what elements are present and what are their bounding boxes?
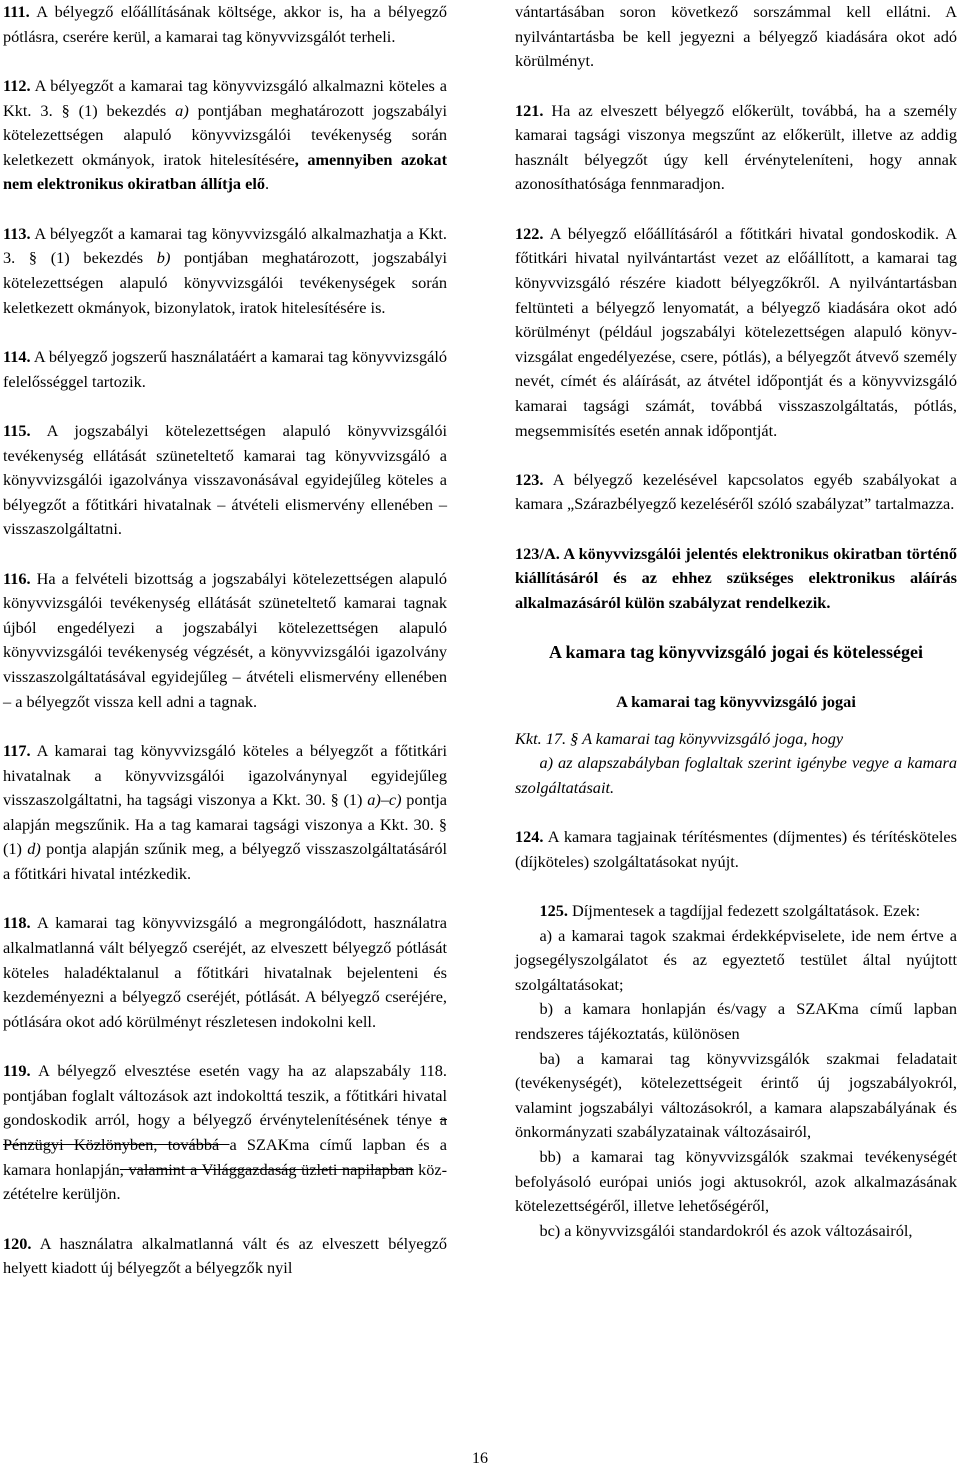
paragraph-111 bbox=[3, 0, 447, 49]
paragraph-116 bbox=[3, 567, 447, 715]
paragraph-112 bbox=[3, 74, 447, 197]
paragraph-number: 119. bbox=[3, 1061, 31, 1081]
left-column bbox=[3, 0, 447, 1281]
paragraph-number: 113. bbox=[3, 223, 31, 243]
paragraph-114 bbox=[3, 345, 447, 394]
bold-amendment: , amennyiben azokat nem elektronikus okiratban állítja elő bbox=[3, 149, 447, 194]
subsection-heading: A kamarai tag könyvvizsgáló jogai bbox=[616, 691, 856, 711]
paragraph-number: 124. bbox=[515, 827, 544, 847]
paragraph-text: a SZAKma című lapban és a kamara honlapján bbox=[3, 1134, 447, 1179]
paragraph-text: A bélyegzőt a kamarai tag könyvvizsgáló alkalmazni köteles a Kkt. 3. § (1) bekezdés bbox=[3, 75, 447, 120]
paragraph-number: 111. bbox=[3, 2, 30, 21]
paragraph-text: közzétételre kerüljön. bbox=[3, 1159, 447, 1204]
section-heading: A kamara tag könyvvizsgáló jogai és kötelességei bbox=[549, 642, 923, 663]
paragraph-text: A kamarai tag könyvvizsgáló a megrongálódott, használatra alkalmatlanná vált bélyegző cseréjét, az elveszett bélyegző pótlását köteles haladéktalanul a főtitkári hivatalnak bejelenteni és kezdeményezni a bélyegző cseréjét, pótlását. A bélyegző cseréjére, pótlására okot adó körülményt részletesen indokolni kell. bbox=[3, 913, 447, 1031]
paragraph-text: A használatra alkalmatlanná vált és az elveszett bélyegző helyett kiadott új bélyegzőt a bélyegzők nyil bbox=[3, 1233, 447, 1278]
point-ba: ba) a kamarai tag könyvvizsgálók szakmai feladatait (tevékenységét), kötelezettségeit érintő új jogszabályokról, valamint jogszabályi változásokról, a kamara alapszabályának és önkormányzati szabályzatainak változásairól, bbox=[515, 1048, 957, 1142]
paragraph-number: 122. bbox=[515, 223, 544, 243]
paragraph-text: Ha a felvételi bizottság a jogszabályi kötelezettségen alapuló könyvvizsgálói tevékenység ellátását szüneteltető kamarai tagnak újból engedélyezi a jogszabályi kötelezettségen alapuló könyvvizsgálói tevékenység végzését, a könyvvizsgálói igazolvány visszaszolgáltatásával egyidejűleg – átvételi elismervény ellenében – a bélyegzőt vissza kell adni a tagnak. bbox=[3, 568, 447, 711]
paragraph-text: A bélyegzőt a kamarai tag könyvvizsgáló alkalmazhatja a Kkt. 3. § (1) bekezdés bbox=[3, 223, 447, 268]
point-a: a) a kamarai tagok szakmai érdekképviselete, ide nem értve a jogsegélyszolgálatot és az egyeztető testület által nyújtott szolgáltatásokat; bbox=[515, 925, 957, 994]
paragraph-text: pontjában meghatározott, jogszabályi kötelezettségen alapuló könyvvizsgálói tevékenységek során keletkezett okmányok, bizonylatok, iratok hitelesítésére is. bbox=[3, 248, 447, 317]
right-column bbox=[515, 0, 957, 1243]
struck-text: a Pénzügyi Közlönyben, továbbá bbox=[3, 1110, 447, 1154]
kkt-17-quote: Kkt. 17. § A kamarai tag könyvvizsgáló joga, hogy bbox=[515, 728, 844, 748]
paragraph-text: A bélyegző elvesztése esetén vagy ha az alapszabály 118. pontjában foglalt változások azt indokolttá teszik, a főtitkári hivatal gondoskodik arról, hogy a bélyegző érvénytelenítésének ténye bbox=[3, 1061, 447, 1130]
paragraph-number: 121. bbox=[515, 100, 544, 120]
paragraph-text: Ha az elveszett bélyegző előkerült, továbbá, ha a személy kamarai tagsági viszonya megszűnt az előkerült, illetve az addig használt bélyegzőt úgy kell érvényteleníteni, hogy annak azonosíthatósága fennmaradjon. bbox=[515, 100, 957, 194]
paragraph-125 bbox=[515, 899, 957, 924]
paragraph-122 bbox=[515, 222, 957, 443]
paragraph-number: 120. bbox=[3, 1233, 32, 1253]
paragraph-123a: 123/A. A könyvvizsgálói jelentés elektronikus okiratban történő kiállításáról és az ehhez szükséges elektronikus aláírás alkalmazásáról külön szabályzat rendelkezik. bbox=[515, 543, 957, 613]
paragraph-121 bbox=[515, 99, 957, 197]
paragraph-number: 123. bbox=[515, 469, 544, 489]
paragraph-number: 112. bbox=[3, 75, 31, 95]
paragraph-text: pontja alapján szűnik meg, a bélyegző visszaszolgáltatásáról a főtitkári hivatal intézkedik. bbox=[3, 839, 447, 883]
paragraph-115 bbox=[3, 419, 447, 542]
paragraph-113 bbox=[3, 222, 447, 320]
italic-ref: a)–c) bbox=[367, 790, 402, 810]
paragraph-118 bbox=[3, 911, 447, 1034]
italic-ref: b) bbox=[156, 248, 171, 268]
paragraph-number: 117. bbox=[3, 741, 31, 761]
paragraph-number: 118. bbox=[3, 913, 31, 933]
paragraph-text: A bélyegző kezelésével kapcsolatos egyéb szabályokat a kamara „Szárazbélyegző kezeléséről szóló szabályzat” tartalmazza. bbox=[515, 469, 957, 514]
paragraph-117 bbox=[3, 739, 447, 887]
italic-ref: a) bbox=[175, 100, 189, 120]
paragraph-text: A bélyegző jogszerű használatáért a kamarai tag könyvvizsgáló felelősséggel tartozik. bbox=[3, 346, 447, 391]
paragraph-text: Díjmentesek a tagdíjjal fedezett szolgáltatások. Ezek: bbox=[567, 901, 921, 921]
paragraph-text: A kamarai tag könyvvizsgáló köteles a bélyegzőt a főtitkári hivatalnak a könyvvizsgálói igazolványnyal egyidejűleg visszaszolgáltatni, ha tagsági viszonya a Kkt. 30. § (1) bbox=[3, 741, 447, 810]
paragraph-119 bbox=[3, 1059, 447, 1207]
paragraph-text: A bélyegző előállításáról a főtitkári hivatal gondoskodik. A főtitkári hivatal nyilvántartást vezet az előállított, a kamarai tag könyvvizsgáló részére kiadott bélyegzőkről. A nyilvántartásban feltünteti a bélyegző lenyomatát, a bélyegző kiadására okot adó körülményt (például jogszabályi kötelezettségen alapuló könyvvizsgálat engedélyezése, csere, pótlás), a bélyegzőt átvevő személy nevét, címét és aláírását, az átvétel időpontját és a könyvvizsgáló kamarai tagsági számát, továbbá visszaszolgáltatás, pótlás, megsemmisítés esetén annak időpontját. bbox=[515, 223, 957, 440]
paragraph-120 bbox=[3, 1232, 447, 1281]
paragraph-text: A bélyegző előállításának költsége, akkor is, ha a bélyegző pótlásra, cserére kerül, a kamarai tag könyvvizsgálót terheli. bbox=[3, 2, 447, 46]
paragraph-text: . bbox=[265, 174, 270, 194]
point-bb: bb) a kamarai tag könyvvizsgálók szakmai tevékenységét befolyásoló európai uniós jogi aktusokról, azok alkalmazásának kötelezettségéről, illetve lehetőségéről, bbox=[515, 1147, 957, 1216]
paragraph-text: A kamara tagjainak térítésmentes (díjmentes) és térítésköteles (díjköteles) szolgáltatásokat nyújt. bbox=[515, 827, 957, 871]
paragraph-number: 115. bbox=[3, 420, 31, 440]
paragraph-number: 125. bbox=[539, 901, 568, 921]
paragraph-text: pontja alapján megszűnik. Ha a tag kamarai tagsági viszonya a Kkt. 30. § (1) bbox=[3, 790, 448, 859]
page-number: 16 bbox=[472, 1450, 488, 1467]
paragraph-123 bbox=[515, 468, 957, 517]
paragraph-number: 116. bbox=[3, 568, 31, 588]
point-b: b) a kamara honlapján és/vagy a SZAKma című lapban rendszeres tájékoztatás, különösen bbox=[515, 999, 957, 1044]
struck-text: , valamint a Világgazdaság üzleti napilapban bbox=[119, 1159, 414, 1179]
paragraph-text: A jogszabályi kötelezettségen alapuló könyvvizsgálói tevékenység ellátását szüneteltető kamarai tag könyvvizsgáló a könyvvizsgálói igazolványa visszavonásával egyidejűleg köteles a bélyegzőt a főtitkári hivatalnak – átvételi elismervény ellenében – visszaszolgáltatni. bbox=[3, 420, 447, 539]
kkt-17-point-a: a) az alapszabályban foglaltak szerint igénybe vegye a kamara szolgáltatásait. bbox=[515, 753, 957, 797]
paragraph-120-continued: vántartásában soron következő sorszámmal kell ellátni. A nyilvántartásba be kell jegyezni a bélyegző kiadására okot adó körülményt. bbox=[515, 2, 957, 71]
paragraph-124 bbox=[515, 825, 957, 874]
paragraph-text: pontjában meghatározott jogszabályi kötelezettségen alapuló könyvvizsgálói tevékenység során keletkezett okmányok, iratok hitelesítésére bbox=[3, 100, 448, 169]
italic-ref: d) bbox=[27, 839, 41, 859]
point-bc: bc) a könyvvizsgálói standardokról és azok változásairól, bbox=[539, 1220, 913, 1240]
paragraph-number: 114. bbox=[3, 346, 31, 366]
